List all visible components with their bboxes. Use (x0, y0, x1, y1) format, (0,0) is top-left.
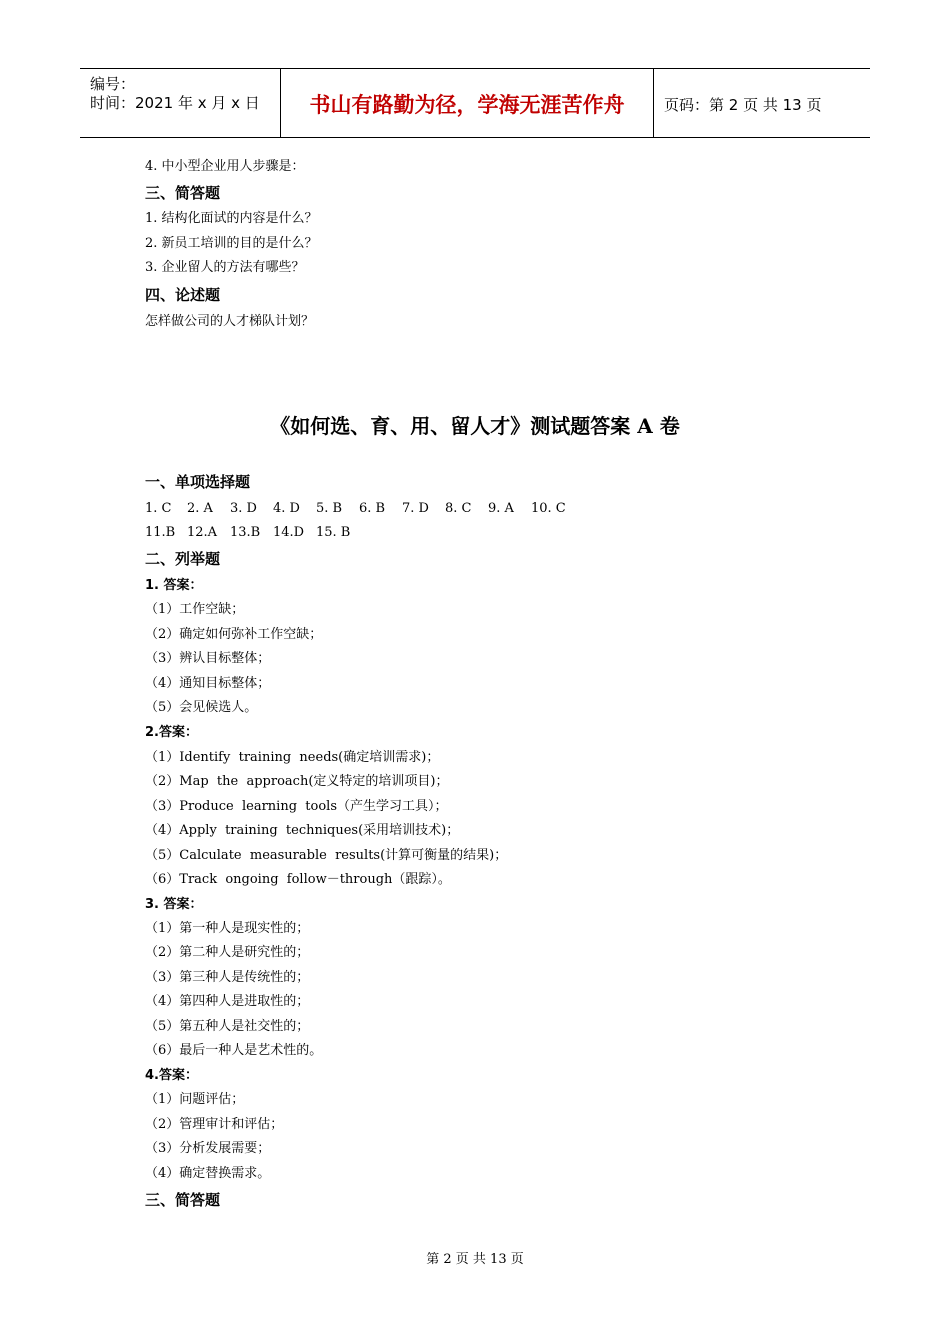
answer-item: （2）第二种人是研究性的； (145, 945, 310, 960)
answer-item: （3）分析发展需要； (145, 1141, 271, 1156)
answer-item: （3）Produce learning tools（产生学习工具）； (145, 799, 448, 814)
answer-item: （5）第五种人是社交性的； (145, 1019, 310, 1034)
mc-answer: 1. C (145, 501, 172, 516)
answer-item: （2）管理审计和评估； (145, 1117, 284, 1132)
answer-item: （1）工作空缺； (145, 602, 245, 617)
answer-item: （5）会见候选人。 (145, 700, 258, 715)
mc-heading: 一、单项选择题 (145, 473, 251, 491)
answer-item: （6）Track ongoing follow－through（跟踪）。 (145, 872, 451, 887)
essay-question: 怎样做公司的人才梯队计划？ (145, 314, 315, 329)
mc-answer: 2. A (187, 501, 213, 516)
answer-item: （4）确定替换需求。 (145, 1166, 271, 1181)
mc-answer: 14.D (273, 525, 305, 540)
mc-answer: 8. C (445, 501, 472, 516)
page-footer: 第 2 页 共 13 页 (426, 1252, 524, 1267)
number-label: 编号： (90, 75, 136, 93)
short-answer-heading: 三、简答题 (145, 184, 221, 202)
time-label: 时间：2021 年 x 月 x 日 (90, 94, 260, 112)
mc-answer: 15. B (316, 525, 351, 540)
answer-item: （1）第一种人是现实性的； (145, 921, 310, 936)
answer-item: （5）Calculate measurable results(计算可衡量的结果)； (145, 848, 508, 863)
answer-item: （1）问题评估； (145, 1092, 245, 1107)
document-header (80, 68, 870, 138)
mc-answer: 13.B (230, 525, 261, 540)
mc-answer: 6. B (359, 501, 386, 516)
list-heading: 二、列举题 (145, 550, 221, 568)
mc-answer: 11.B (145, 525, 176, 540)
short-answer-item: 3. 企业留人的方法有哪些？ (145, 260, 305, 275)
answer-item: （3）第三种人是传统性的； (145, 970, 310, 985)
short-answer-heading-bottom: 三、简答题 (145, 1191, 221, 1209)
answer-item: （2）Map the approach(定义特定的培训项目)； (145, 774, 449, 789)
answer-label: 2.答案： (145, 725, 198, 740)
answer-item: （1）Identify training needs(确定培训需求)； (145, 750, 440, 765)
answer-item: （4）通知目标整体； (145, 676, 271, 691)
short-answer-item: 1. 结构化面试的内容是什么？ (145, 211, 318, 226)
motto: 书山有路勤为径，学海无涯苦作舟 (309, 93, 625, 117)
mc-answer: 4. D (273, 501, 300, 516)
header-page-cell (654, 69, 870, 137)
answer-item: （6）最后一种人是艺术性的。 (145, 1043, 323, 1058)
mc-answer: 12.A (187, 525, 218, 540)
essay-heading: 四、论述题 (145, 286, 221, 304)
question-4: 4. 中小型企业用人步骤是： (145, 159, 305, 174)
header-meta-cell (80, 69, 281, 137)
short-answer-item: 2. 新员工培训的目的是什么？ (145, 236, 318, 251)
answer-item: （3）辨认目标整体； (145, 651, 271, 666)
page-info: 页码：第 2 页 共 13 页 (664, 96, 822, 114)
mc-answer: 3. D (230, 501, 257, 516)
answer-item: （4）第四种人是进取性的； (145, 994, 310, 1009)
header-motto-cell (281, 69, 654, 137)
answer-item: （2）确定如何弥补工作空缺； (145, 627, 323, 642)
answer-label: 3. 答案： (145, 897, 203, 912)
answer-label: 4.答案： (145, 1068, 198, 1083)
mc-answer: 10. C (531, 501, 566, 516)
mc-answer: 5. B (316, 501, 343, 516)
answer-title: 《如何选、育、用、留人才》测试题答案 A 卷 (270, 414, 680, 438)
answer-label: 1. 答案： (145, 578, 203, 593)
mc-answer: 7. D (402, 501, 429, 516)
mc-answer: 9. A (488, 501, 514, 516)
answer-item: （4）Apply training techniques(采用培训技术)； (145, 823, 460, 838)
